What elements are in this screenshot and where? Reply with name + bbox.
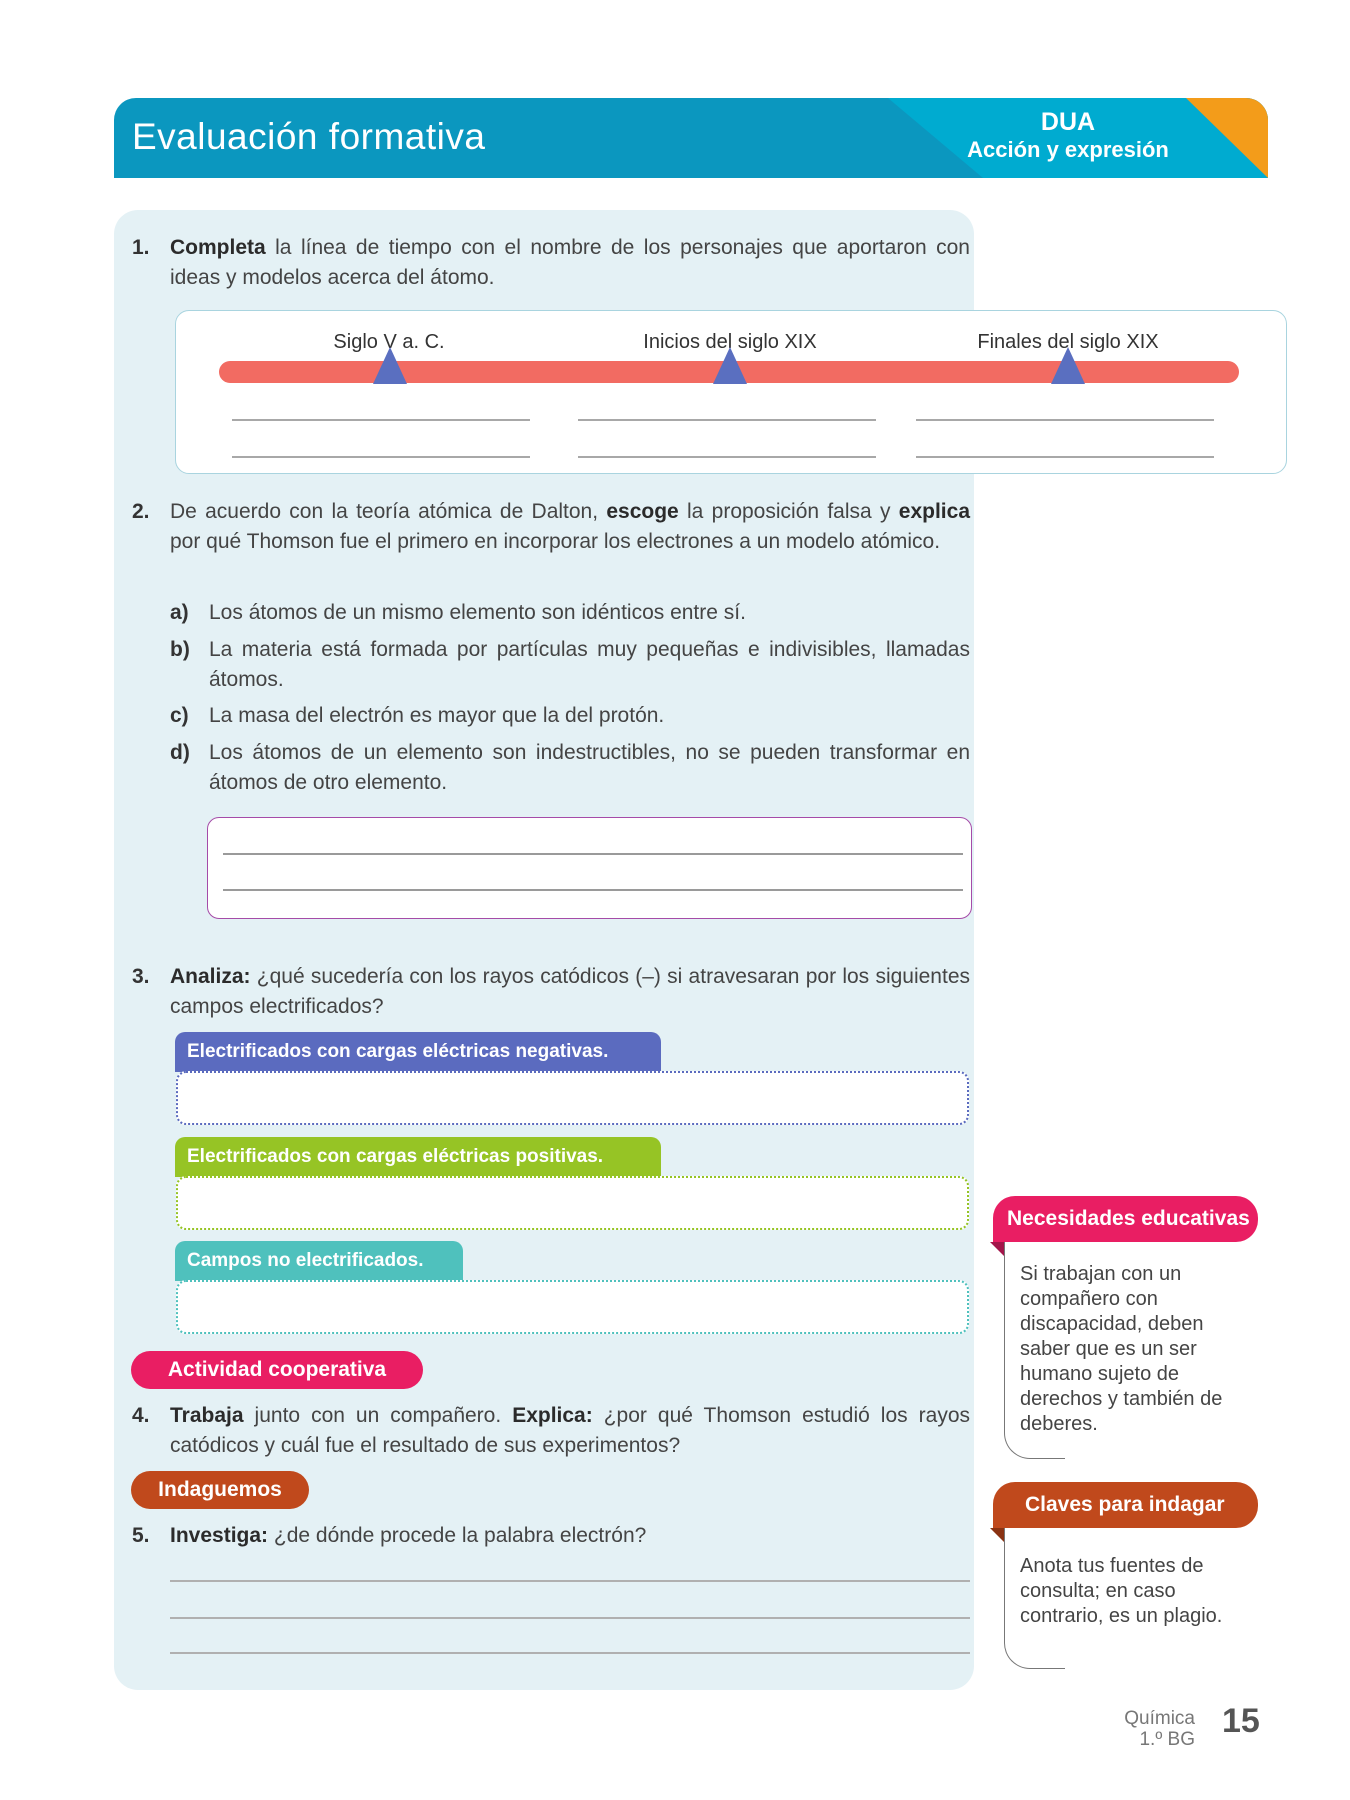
option-d-letter: d) bbox=[170, 741, 190, 764]
timeline-box bbox=[175, 310, 1287, 474]
question-5-text: Investiga: ¿de dónde procede la palabra electrón? bbox=[170, 1524, 647, 1547]
timeline-answer-line[interactable] bbox=[578, 456, 876, 458]
timeline-label-1: Siglo V a. C. bbox=[333, 331, 445, 353]
keys-header: Claves para indagar bbox=[993, 1482, 1258, 1528]
timeline-marker-2-icon bbox=[713, 347, 747, 384]
question-3-text: Analiza: ¿qué sucedería con los rayos catódicos (–) si atravesaran por los siguientes campos electrificados? bbox=[170, 965, 970, 1018]
page-number: 15 bbox=[1222, 1702, 1260, 1740]
needs-header: Necesidades educativas bbox=[993, 1196, 1258, 1242]
timeline-marker-3-icon bbox=[1051, 347, 1085, 384]
option-a-letter: a) bbox=[170, 601, 189, 624]
timeline-answer-line[interactable] bbox=[232, 456, 530, 458]
page-title: Evaluación formativa bbox=[132, 116, 486, 157]
question-2-number: 2. bbox=[132, 500, 150, 523]
field-negative-input[interactable] bbox=[176, 1071, 969, 1125]
answer-line[interactable] bbox=[223, 853, 963, 855]
question-4-number: 4. bbox=[132, 1404, 150, 1427]
option-d-text: Los átomos de un elemento son indestructibles, no se pueden transformar en átomos de otro elemento. bbox=[209, 741, 970, 794]
option-c-text: La masa del electrón es mayor que la del protón. bbox=[209, 704, 665, 727]
timeline-label-3: Finales del siglo XIX bbox=[977, 331, 1159, 353]
answer-line[interactable] bbox=[170, 1580, 970, 1582]
timeline-marker-1-icon bbox=[373, 347, 407, 384]
timeline-answer-line[interactable] bbox=[916, 456, 1214, 458]
option-b-text: La materia está formada por partículas muy pequeñas e indivisibles, llamadas átomos. bbox=[209, 638, 970, 691]
indaguemos-badge: Indaguemos bbox=[131, 1471, 309, 1509]
question-1-text: Completa la línea de tiempo con el nombre de los personajes que aportaron con ideas y modelos acerca del átomo. bbox=[170, 236, 970, 289]
timeline-answer-line[interactable] bbox=[578, 419, 876, 421]
answer-line[interactable] bbox=[170, 1652, 970, 1654]
dua-subtitle: Acción y expresión bbox=[967, 137, 1169, 162]
keys-fold bbox=[990, 1528, 1004, 1542]
option-a-text: Los átomos de un mismo elemento son idénticos entre sí. bbox=[209, 601, 746, 624]
field-negative-label: Electrificados con cargas eléctricas negativas. bbox=[175, 1032, 661, 1072]
timeline-answer-line[interactable] bbox=[232, 419, 530, 421]
dua-title: DUA bbox=[1040, 108, 1096, 136]
option-b-letter: b) bbox=[170, 638, 190, 661]
question-5-number: 5. bbox=[132, 1524, 150, 1547]
keys-text: Anota tus fuentes de consulta; en caso contrario, es un plagio. bbox=[1020, 1555, 1223, 1627]
subject-name: Química bbox=[1124, 1708, 1195, 1729]
question-1-verb: Completa bbox=[170, 236, 266, 259]
timeline-answer-line[interactable] bbox=[916, 419, 1214, 421]
question-3-number: 3. bbox=[132, 965, 150, 988]
needs-text: Si trabajan con un compañero con discapacidad, deben saber que es un ser humano sujeto de derechos y también de deberes. bbox=[1020, 1263, 1223, 1435]
field-neutral-input[interactable] bbox=[176, 1280, 969, 1334]
option-c-letter: c) bbox=[170, 704, 189, 727]
timeline-label-2: Inicios del siglo XIX bbox=[643, 331, 817, 353]
dua-label bbox=[948, 108, 1188, 164]
question-2-text: De acuerdo con la teoría atómica de Dalton, escoge la proposición falsa y explica por qué Thomson fue el primero en incorporar los electrones a un modelo atómico. bbox=[170, 500, 970, 553]
answer-line[interactable] bbox=[223, 889, 963, 891]
footer-subject bbox=[1124, 1708, 1195, 1750]
field-positive-label: Electrificados con cargas eléctricas positivas. bbox=[175, 1137, 661, 1177]
field-neutral-label: Campos no electrificados. bbox=[175, 1241, 463, 1281]
section-header bbox=[114, 98, 1268, 178]
cooperative-activity-badge: Actividad cooperativa bbox=[131, 1351, 423, 1389]
needs-fold bbox=[990, 1242, 1004, 1256]
answer-line[interactable] bbox=[170, 1617, 970, 1619]
grade-label: 1.º BG bbox=[1139, 1729, 1195, 1750]
field-positive-input[interactable] bbox=[176, 1176, 969, 1230]
question-4-text: Trabaja junto con un compañero. Explica: ¿por qué Thomson estudió los rayos catódicos y cuál fue el resultado de sus experimentos? bbox=[170, 1404, 971, 1457]
question-2-answer-box[interactable] bbox=[207, 817, 972, 919]
question-1-number: 1. bbox=[132, 236, 150, 259]
